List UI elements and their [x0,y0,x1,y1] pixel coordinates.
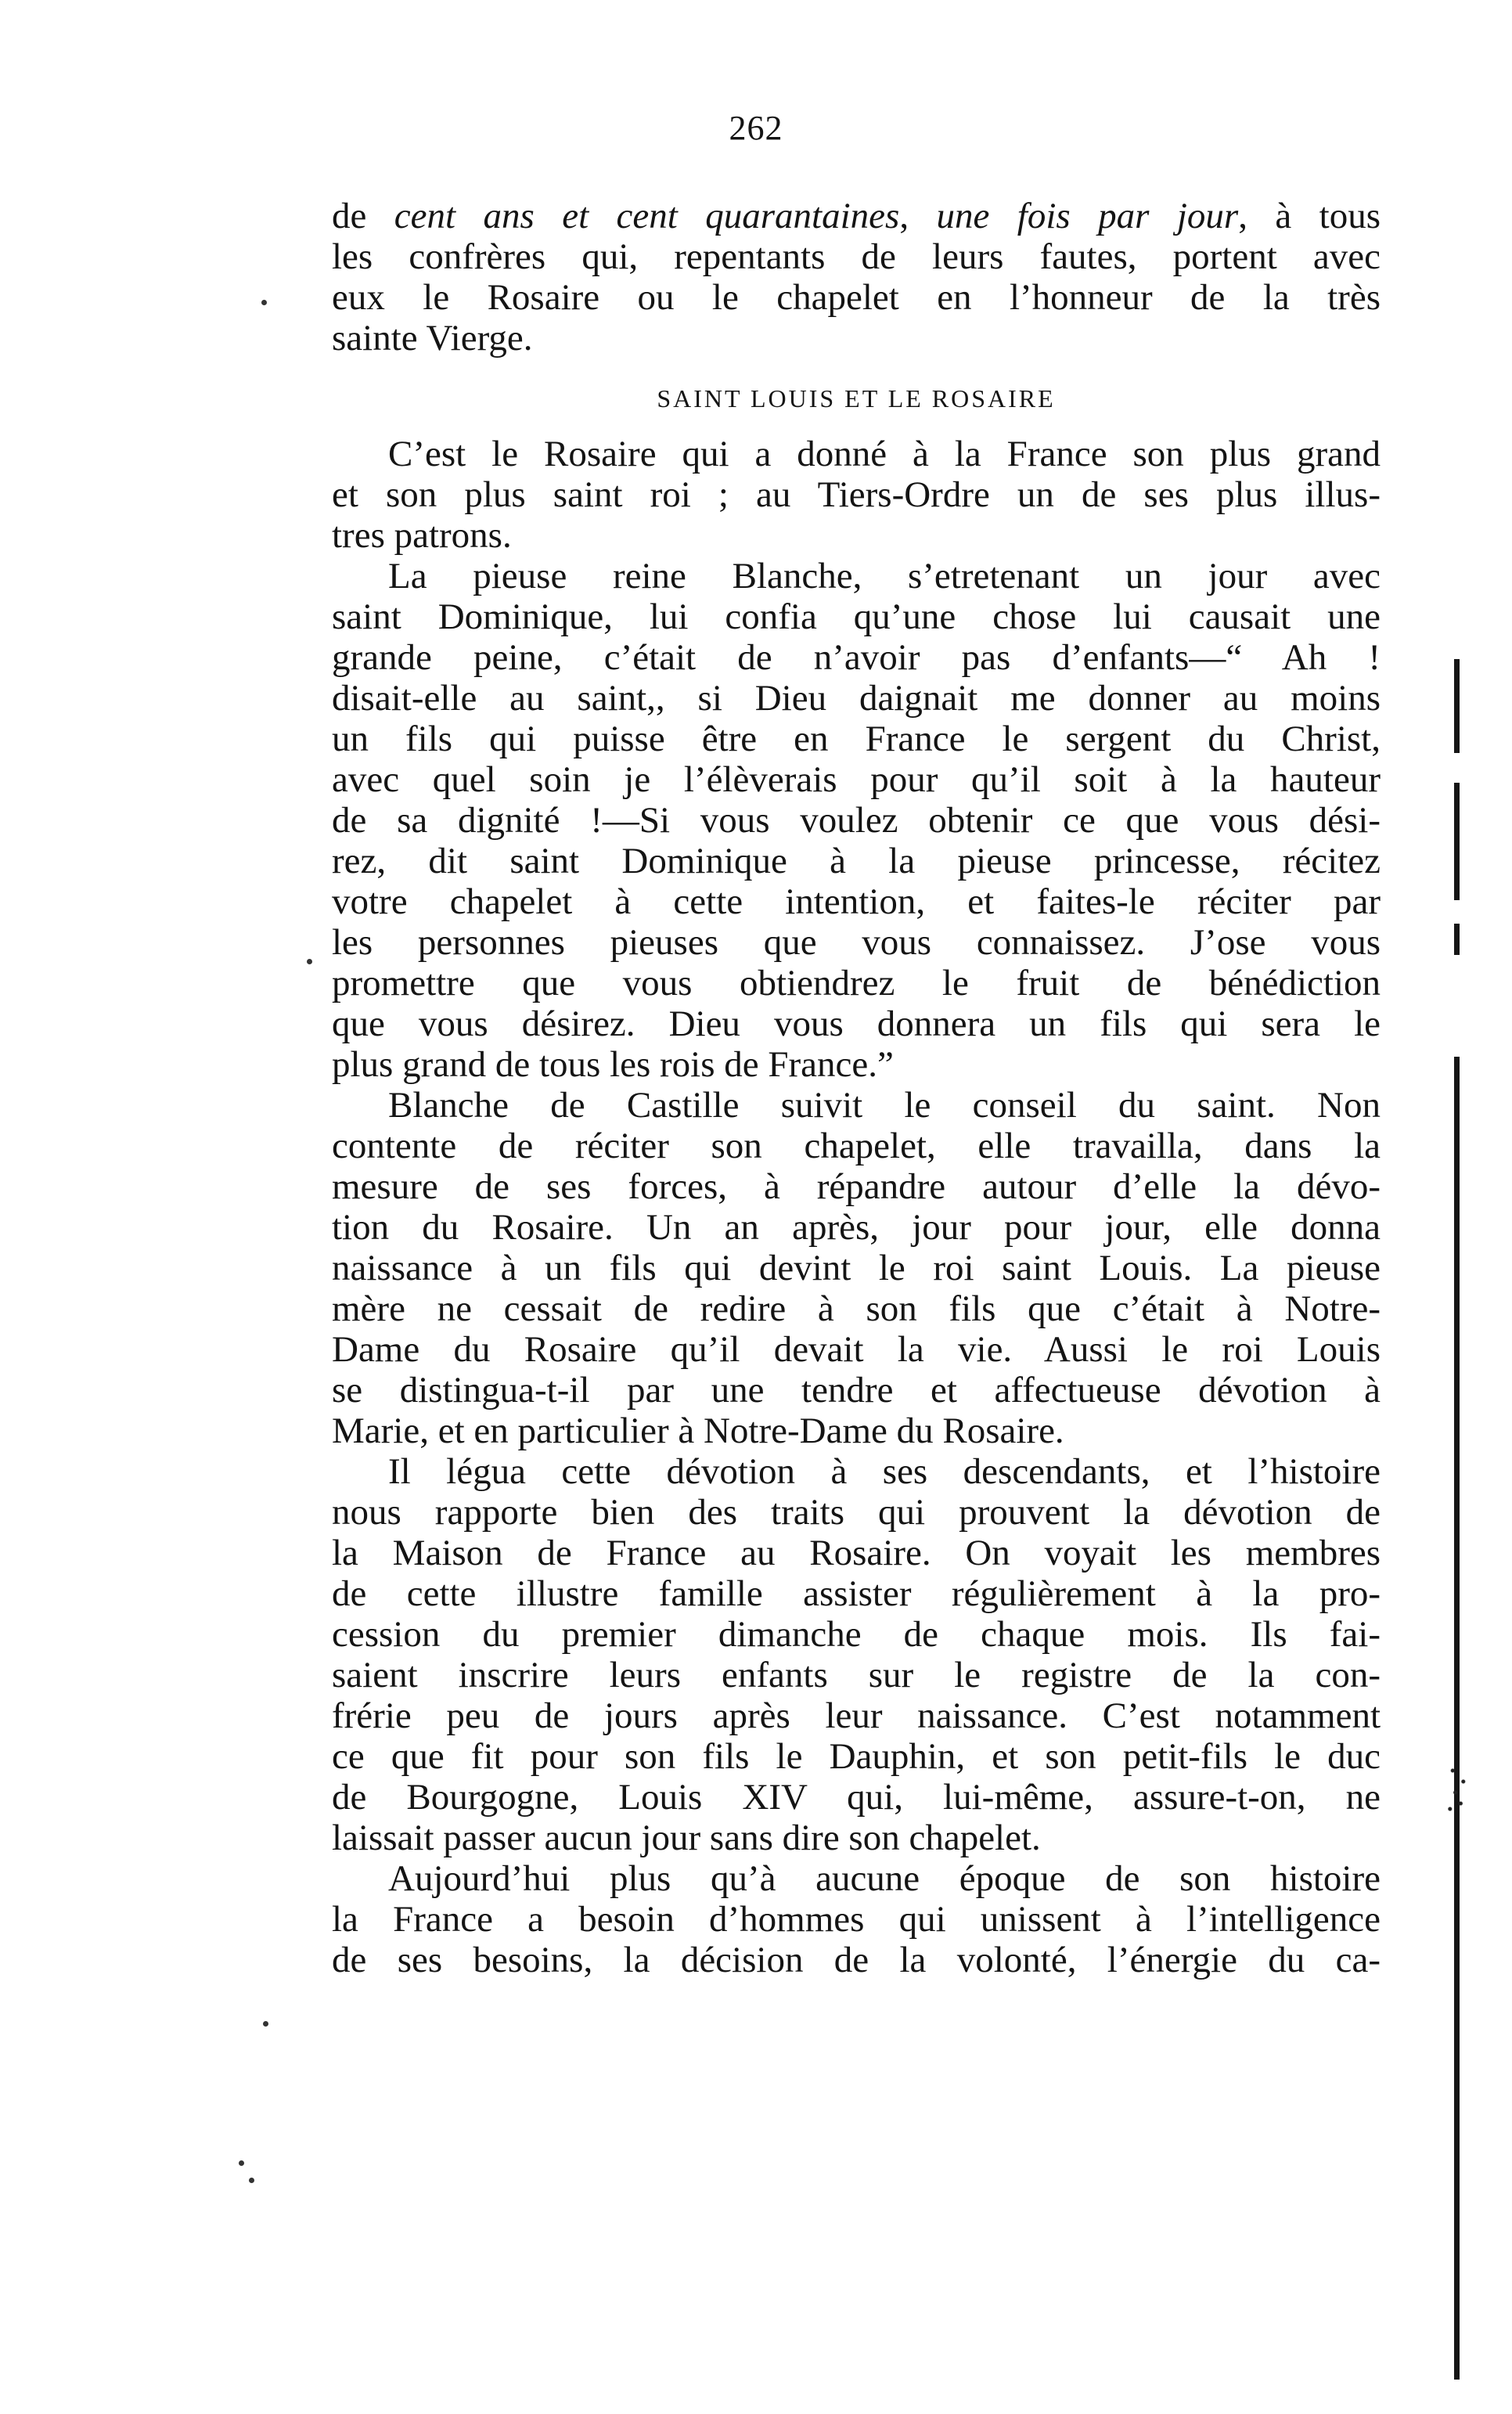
text-line: se distingua-t-il par une tendre et affectueuse dévotion à [332,1370,1381,1411]
scan-edge-mark [1454,1057,1460,2380]
scan-edge-mark [1454,659,1460,753]
scan-dot [263,2021,268,2027]
text-line [332,318,1381,358]
text-line: votre chapelet à cette intention, et faites-le réciter par [332,881,1381,922]
text-line: rez, dit saint Dominique à la pieuse princesse, récitez [332,841,1381,881]
text-line: La pieuse reine Blanche, s’etretenant un jour avec [388,556,1381,596]
paragraph [332,434,1381,556]
text-line: saient inscrire leurs enfants sur le registre de la con- [332,1655,1381,1695]
italic-run: cent ans et cent quarantaines [394,196,900,236]
scan-dot [261,300,267,305]
text-line [332,277,1381,318]
text-line: de ses besoins, la décision de la volonté, l’énergie du ca- [332,1940,1381,1980]
paragraph [332,1451,1381,1858]
text-line: C’est le Rosaire qui a donné à la France son plus grand [388,434,1381,474]
scan-edge-mark [1454,924,1460,955]
scan-edge-mark [1454,783,1460,900]
text-line: la Maison de France au Rosaire. On voyait les membres [332,1533,1381,1573]
text-line: de sa dignité !—Si vous voulez obtenir ce que vous dési- [332,800,1381,841]
text-line: contente de réciter son chapelet, elle travailla, dans la [332,1126,1381,1166]
text-line: saint Dominique, lui confia qu’une chose lui causait une [332,596,1381,637]
text-line: tion du Rosaire. Un an après, jour pour jour, elle donna [332,1207,1381,1248]
text-run: eux le Rosaire ou le chapelet en l’honneur de la très [332,277,1381,318]
text-run: , à tous [1238,196,1381,236]
text-line: et son plus saint roi ; au Tiers-Ordre un de ses plus illus- [332,474,1381,515]
italic-run: une fois par jour [936,196,1239,236]
text-line: la France a besoin d’hommes qui unissent à l’intelligence [332,1899,1381,1940]
text-line: Dame du Rosaire qu’il devait la vie. Aussi le roi Louis [332,1329,1381,1370]
scan-dot [307,959,312,964]
text-line: cession du premier dimanche de chaque mois. Ils fai- [332,1614,1381,1655]
text-line: laissait passer aucun jour sans dire son chapelet. [332,1818,1041,1858]
text-line: frérie peu de jours après leur naissance. C’est notamment [332,1695,1381,1736]
text-line: mesure de ses forces, à répandre autour d’elle la dévo- [332,1166,1381,1207]
text-line: Blanche de Castille suivit le conseil du saint. Non [388,1085,1381,1126]
page-text [332,196,1381,1980]
text-run: , [899,196,937,236]
text-line: que vous désirez. Dieu vous donnera un fils qui sera le [332,1003,1381,1044]
text-line: naissance à un fils qui devint le roi saint Louis. La pieuse [332,1248,1381,1288]
opening-paragraph [332,196,1381,358]
text-line: mère ne cessait de redire à son fils que c’était à Notre- [332,1288,1381,1329]
scan-speckle [1445,1760,1471,1814]
text-line: avec quel soin je l’élèverais pour qu’il soit à la hauteur [332,759,1381,800]
text-line: disait-elle au saint,, si Dieu daignait me donner au moins [332,678,1381,719]
page-number: 262 [729,109,783,147]
text-line: plus grand de tous les rois de France.” [332,1044,894,1085]
text-line: ce que fit pour son fils le Dauphin, et son petit-fils le duc [332,1736,1381,1777]
text-line: Il légua cette dévotion à ses descendants, et l’histoire [388,1451,1381,1492]
text-run: les confrères qui, repentants de leurs fautes, portent avec [332,236,1381,277]
text-run: sainte Vierge. [332,318,533,358]
text-line: grande peine, c’était de n’avoir pas d’enfants—“ Ah ! [332,637,1381,678]
text-line: promettre que vous obtiendrez le fruit de bénédiction [332,963,1381,1003]
scan-dot [239,2160,244,2166]
text-run: de [332,196,394,236]
text-line: de Bourgogne, Louis XIV qui, lui-même, assure-t-on, ne [332,1777,1381,1818]
text-line: tres patrons. [332,515,512,556]
scan-dot [249,2178,254,2183]
text-line: Aujourd’hui plus qu’à aucune époque de son histoire [388,1858,1381,1899]
text-line [332,236,1381,277]
text-line: les personnes pieuses que vous connaissez. J’ose vous [332,922,1381,963]
text-line [332,196,1381,236]
paragraph [332,1085,1381,1451]
paragraph [332,1858,1381,1980]
text-line: un fils qui puisse être en France le sergent du Christ, [332,719,1381,759]
text-line: de cette illustre famille assister régulièrement à la pro- [332,1573,1381,1614]
text-line: Marie, et en particulier à Notre-Dame du Rosaire. [332,1411,1064,1451]
section-heading: SAINT LOUIS ET LE ROSAIRE [657,384,1056,413]
section-body [332,434,1381,1980]
paragraph [332,556,1381,1085]
text-line: nous rapporte bien des traits qui prouvent la dévotion de [332,1492,1381,1533]
